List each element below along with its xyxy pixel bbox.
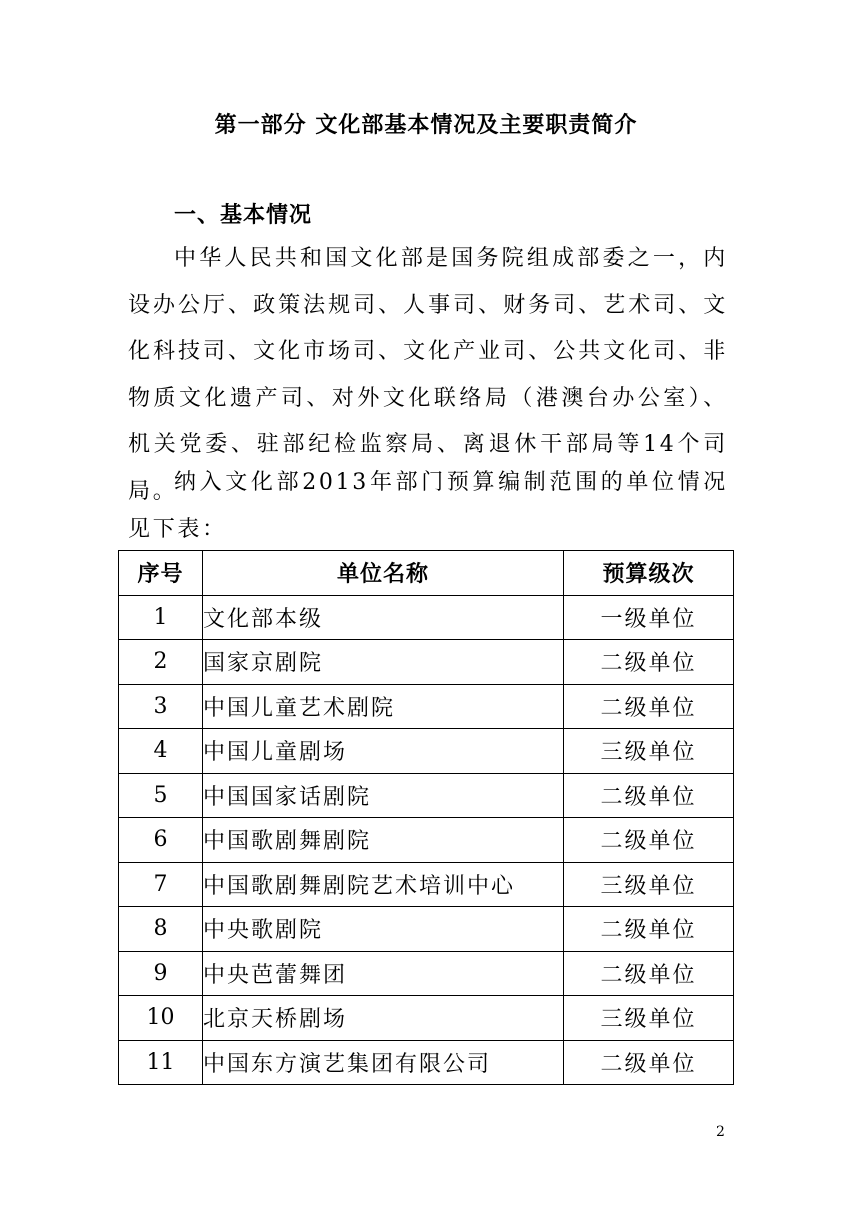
row-number: 8 [119,907,203,952]
unit-name: 中央芭蕾舞团 [203,951,564,996]
row-number: 7 [119,862,203,907]
unit-name: 中国歌剧舞剧院 [203,818,564,863]
budget-level: 三级单位 [564,729,734,774]
unit-name: 中国东方演艺集团有限公司 [203,1040,564,1085]
table-header-row [119,551,734,596]
table-row [119,907,734,952]
unit-name: 中国儿童艺术剧院 [203,684,564,729]
header-number: 序号 [119,551,203,596]
table-row [119,862,734,907]
budget-level: 三级单位 [564,862,734,907]
table-row [119,684,734,729]
unit-name: 中国歌剧舞剧院艺术培训中心 [203,862,564,907]
budget-level: 二级单位 [564,684,734,729]
unit-name: 北京天桥剧场 [203,996,564,1041]
table-row [119,640,734,685]
unit-name: 国家京剧院 [203,640,564,685]
unit-name: 中国国家话剧院 [203,773,564,818]
row-number: 1 [119,595,203,640]
row-number: 3 [119,684,203,729]
table-intro-paragraph: 纳入文化部2013年部门预算编制范围的单位情况见下表： [128,470,728,542]
budget-level: 二级单位 [564,773,734,818]
table-row [119,1040,734,1085]
row-number: 4 [119,729,203,774]
row-number: 6 [119,818,203,863]
budget-level: 二级单位 [564,818,734,863]
header-unit-name: 单位名称 [203,551,564,596]
budget-level: 二级单位 [564,640,734,685]
unit-name: 中央歌剧院 [203,907,564,952]
page-title: 第一部分 文化部基本情况及主要职责简介 [214,113,638,138]
page-number: 2 [716,1124,725,1140]
row-number: 2 [119,640,203,685]
budget-level: 二级单位 [564,951,734,996]
budget-level: 一级单位 [564,595,734,640]
row-number: 10 [119,996,203,1041]
budget-level: 三级单位 [564,996,734,1041]
table-row [119,818,734,863]
table-row [119,595,734,640]
header-budget-level: 预算级次 [564,551,734,596]
table-row [119,996,734,1041]
intro-paragraph: 中华人民共和国文化部是国务院组成部委之一，内设办公厅、政策法规司、人事司、财务司、艺术司、文化科技司、文化市场司、文化产业司、公共文化司、非物质文化遗产司、对外文化联络局（港澳台办公室）、机关党委、驻部纪检监察局、离退休干部局等14个司局。 [128,246,728,504]
table-row [119,773,734,818]
budget-level: 二级单位 [564,907,734,952]
budget-level: 二级单位 [564,1040,734,1085]
unit-name: 文化部本级 [203,595,564,640]
budget-units-table [118,550,734,1085]
row-number: 5 [119,773,203,818]
unit-name: 中国儿童剧场 [203,729,564,774]
table-row [119,729,734,774]
row-number: 9 [119,951,203,996]
table-row [119,951,734,996]
row-number: 11 [119,1040,203,1085]
section-heading: 一、基本情况 [174,203,313,228]
